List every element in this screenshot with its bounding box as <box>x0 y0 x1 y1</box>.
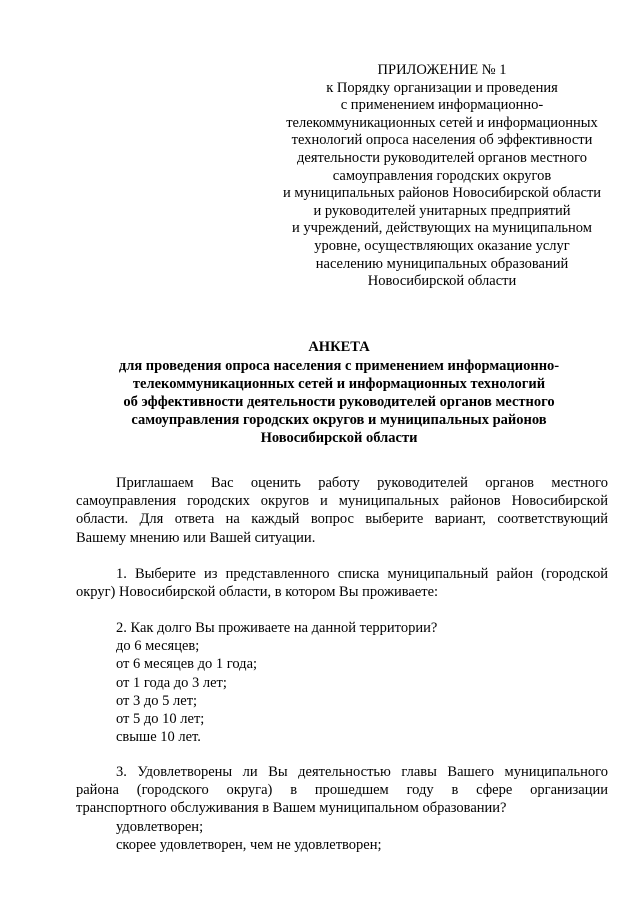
appendix-line: телекоммуникационных сетей и информационных <box>286 114 598 131</box>
intro-line: области. Для ответа на каждый вопрос выберите вариант, соответствующий <box>76 511 608 528</box>
appendix-line: с применением информационно- <box>340 97 544 114</box>
appendix-line: уровне, осуществляющих оказание услуг <box>314 237 570 254</box>
question-text-line: 1. Выберите из представленного списка муниципальный район (городской <box>116 566 608 582</box>
appendix-line: и руководителей унитарных предприятий <box>313 202 571 219</box>
questionnaire-subtitle-line: Новосибирской области <box>260 430 418 446</box>
appendix-line: технологий опроса населения об эффективности <box>291 132 593 149</box>
question-2 <box>76 619 608 746</box>
questionnaire-title: АНКЕТА <box>308 339 370 355</box>
question-text-line: 2. Как долго Вы проживаете на данной территории? <box>116 620 438 636</box>
appendix-heading: ПРИЛОЖЕНИЕ № 1 <box>377 62 507 78</box>
question-text-line: округ) Новосибирской области, в котором Вы проживаете: <box>76 584 439 601</box>
questionnaire-title-block <box>70 338 608 447</box>
questionnaire-subtitle-line: телекоммуникационных сетей и информационных технологий <box>132 376 546 392</box>
answer-option: скорее удовлетворен, чем не удовлетворен; <box>116 836 382 853</box>
appendix-line: Новосибирской области <box>367 273 517 290</box>
answer-option: от 1 года до 3 лет; <box>116 674 227 691</box>
questionnaire-subtitle-line: для проведения опроса населения с применением информационно- <box>118 358 560 374</box>
intro-line: самоуправления городских округов и муниципальных районов Новосибирской <box>76 493 608 510</box>
question-text-line: района (городского округа) в прошедшем году в сфере организации <box>76 782 608 799</box>
appendix-line: к Порядку организации и проведения <box>326 79 558 96</box>
answer-option: от 6 месяцев до 1 года; <box>116 656 258 673</box>
appendix-line: и учреждений, действующих на муниципальном <box>292 220 592 237</box>
intro-line: Вашему мнению или Вашей ситуации. <box>76 529 316 546</box>
questionnaire-subtitle-line: об эффективности деятельности руководителей органов местного <box>123 394 555 410</box>
answer-option: удовлетворен; <box>116 818 204 835</box>
appendix-line: населению муниципальных образований <box>315 255 569 272</box>
answer-option: свыше 10 лет. <box>116 729 201 746</box>
answer-option: от 5 до 10 лет; <box>116 711 205 728</box>
question-1 <box>76 565 608 601</box>
appendix-line: деятельности руководителей органов местного <box>297 149 587 166</box>
appendix-block <box>268 62 616 291</box>
appendix-line: самоуправления городских округов <box>332 167 552 184</box>
intro-line: Приглашаем Вас оценить работу руководителей органов местного <box>116 475 608 491</box>
questionnaire-subtitle-line: самоуправления городских округов и муниципальных районов <box>131 412 547 428</box>
answer-option: от 3 до 5 лет; <box>116 692 198 709</box>
question-text-line: транспортного обслуживания в Вашем муниципальном образовании? <box>76 800 507 817</box>
intro-paragraph <box>76 474 608 547</box>
appendix-line: и муниципальных районов Новосибирской области <box>282 185 602 202</box>
question-3 <box>76 763 608 854</box>
answer-option: до 6 месяцев; <box>116 638 200 655</box>
question-text-line: 3. Удовлетворены ли Вы деятельностью главы Вашего муниципального <box>116 764 608 780</box>
